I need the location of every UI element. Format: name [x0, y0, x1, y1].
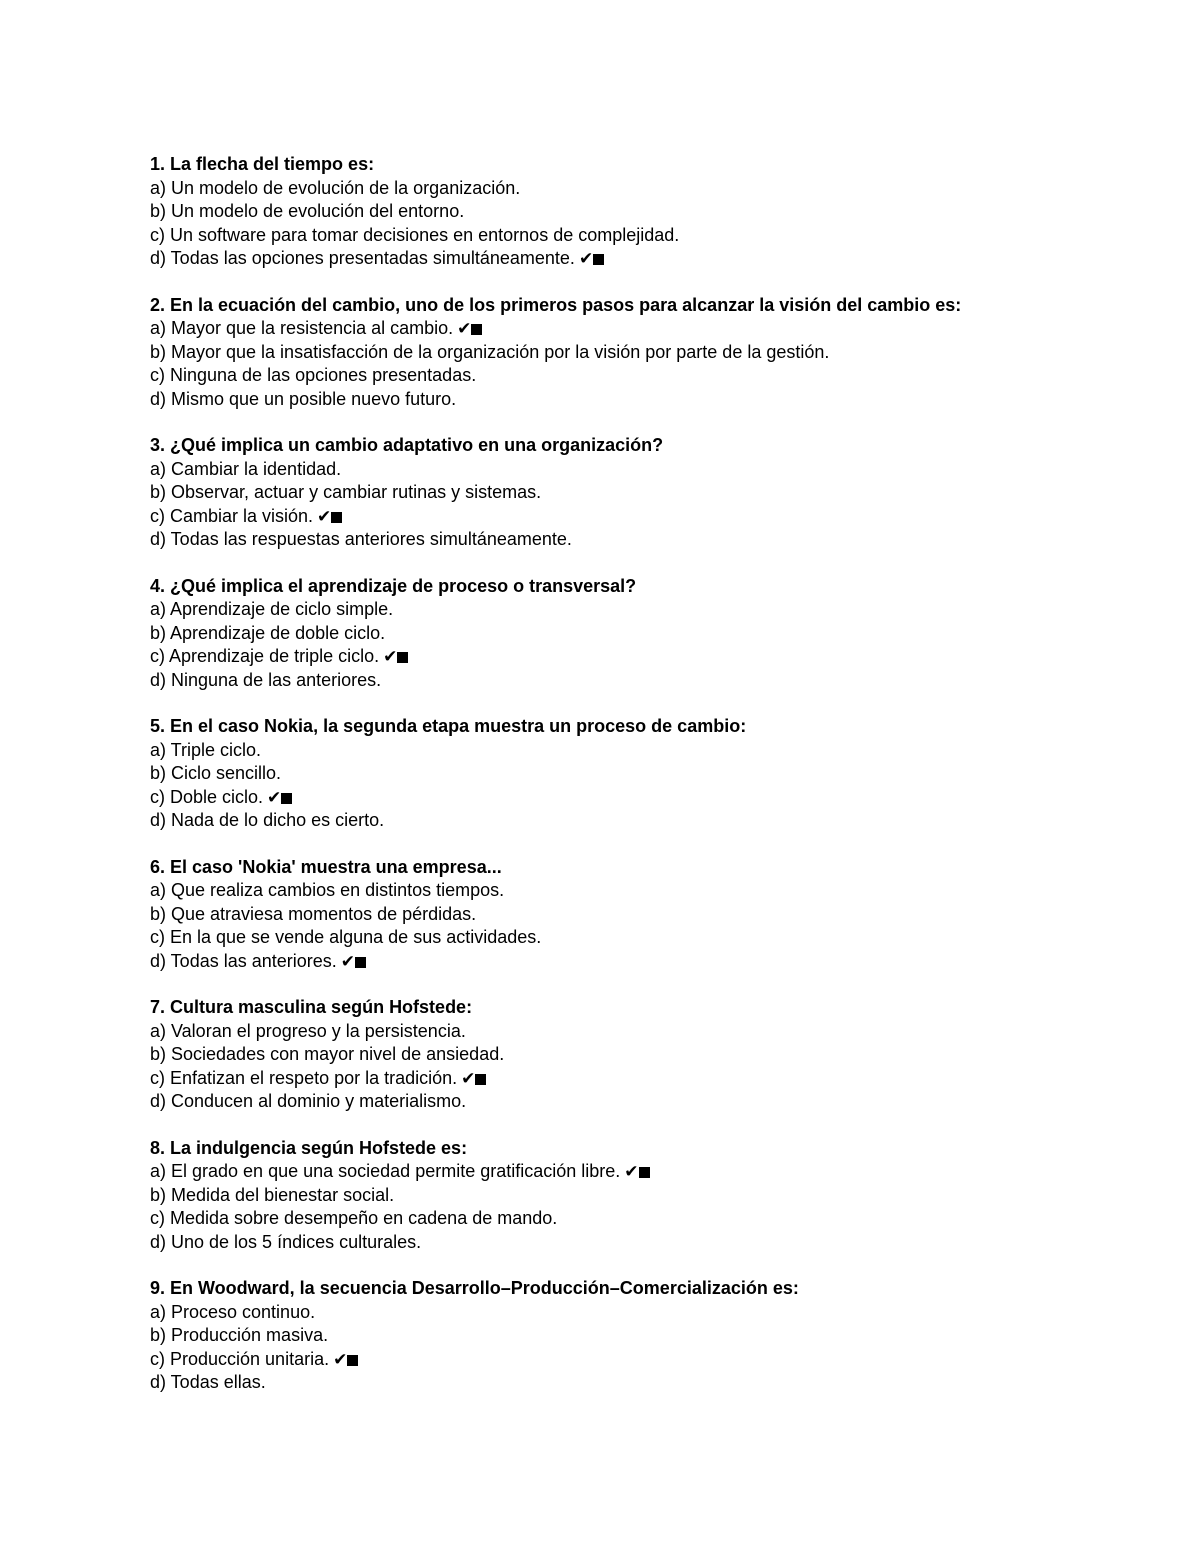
answer-option-text: a) Cambiar la identidad. [150, 458, 342, 479]
question-title: 1. La flecha del tiempo es: [150, 154, 375, 174]
answer-option-text: b) Que atraviesa momentos de pérdidas. [150, 903, 477, 924]
answer-option [150, 505, 1130, 529]
answer-option-text: c) Medida sobre desempeño en cadena de mando. [150, 1208, 558, 1228]
answer-option [150, 1324, 1130, 1348]
correct-answer-square-icon [397, 652, 408, 663]
answer-option [150, 200, 1130, 224]
answer-option-text: b) Un modelo de evolución del entorno. [150, 201, 465, 221]
correct-answer-check-icon: ✔ [341, 950, 366, 974]
answer-option-text: d) Uno de los 5 índices culturales. [150, 1231, 422, 1252]
answer-option [150, 388, 1130, 412]
answer-option [150, 1020, 1130, 1044]
answer-option [150, 1160, 1130, 1184]
question-title: 3. ¿Qué implica un cambio adaptativo en una organización? [150, 435, 664, 455]
answer-option [150, 1348, 1130, 1372]
answer-option-text: a) Que realiza cambios en distintos tiempos. [150, 880, 505, 900]
answer-option-text: a) Proceso continuo. [150, 1301, 316, 1322]
correct-answer-check-icon: ✔ [624, 1160, 649, 1184]
answer-option-text: d) Todas las opciones presentadas simultáneamente. [150, 248, 575, 268]
answer-option [150, 739, 1130, 763]
answer-option [150, 247, 1130, 271]
answer-option-text: c) En la que se vende alguna de sus actividades. [150, 927, 542, 947]
answer-option [150, 481, 1130, 505]
correct-answer-square-icon [471, 324, 482, 335]
answer-option [150, 762, 1130, 786]
correct-answer-check-icon: ✔ [457, 317, 482, 341]
answer-option-text: b) Medida del bienestar social. [150, 1184, 395, 1205]
answer-option-text: d) Ninguna de las anteriores. [150, 669, 382, 690]
correct-answer-square-icon [639, 1167, 650, 1178]
answer-option [150, 1371, 1130, 1395]
answer-option-text: b) Aprendizaje de doble ciclo. [150, 622, 386, 643]
question-block [150, 434, 1130, 552]
question-title: 5. En el caso Nokia, la segunda etapa muestra un proceso de cambio: [150, 716, 747, 736]
answer-option [150, 1067, 1130, 1091]
question-block [150, 856, 1130, 974]
question-block [150, 153, 1130, 271]
answer-option-text: c) Producción unitaria. [150, 1348, 330, 1369]
answer-option [150, 341, 1130, 365]
answer-option-text: b) Producción masiva. [150, 1325, 329, 1345]
correct-answer-square-icon [593, 254, 604, 265]
question-block [150, 1277, 1130, 1395]
correct-answer-square-icon [281, 793, 292, 804]
answer-option [150, 1231, 1130, 1255]
answer-option-text: a) Valoran el progreso y la persistencia. [150, 1020, 466, 1041]
answer-option-text: a) Aprendizaje de ciclo simple. [150, 599, 394, 619]
question-block [150, 1137, 1130, 1255]
quiz-document [150, 153, 1130, 1418]
question-title: 9. En Woodward, la secuencia Desarrollo–Producción–Comercialización es: [150, 1278, 799, 1298]
question-title: 6. El caso 'Nokia' muestra una empresa... [150, 856, 502, 877]
answer-option-text: c) Enfatizan el respeto por la tradición. [150, 1067, 458, 1088]
answer-option [150, 1043, 1130, 1067]
correct-answer-square-icon [347, 1355, 358, 1366]
answer-option-text: b) Ciclo sencillo. [150, 763, 282, 783]
answer-option [150, 224, 1130, 248]
answer-option-text: a) El grado en que una sociedad permite gratificación libre. [150, 1161, 621, 1181]
answer-option [150, 903, 1130, 927]
answer-option [150, 879, 1130, 903]
answer-option [150, 809, 1130, 833]
answer-option-text: a) Triple ciclo. [150, 739, 262, 760]
correct-answer-check-icon: ✔ [461, 1067, 486, 1091]
answer-option [150, 598, 1130, 622]
answer-option-text: b) Observar, actuar y cambiar rutinas y sistemas. [150, 482, 542, 502]
answer-option [150, 786, 1130, 810]
answer-option-text: a) Un modelo de evolución de la organización. [150, 177, 521, 198]
answer-option-text: d) Conducen al dominio y materialismo. [150, 1091, 467, 1111]
question-title: 8. La indulgencia según Hofstede es: [150, 1137, 468, 1158]
correct-answer-square-icon [355, 957, 366, 968]
answer-option [150, 1301, 1130, 1325]
question-block [150, 575, 1130, 693]
correct-answer-square-icon [331, 512, 342, 523]
correct-answer-check-icon: ✔ [333, 1348, 358, 1372]
answer-option [150, 528, 1130, 552]
answer-option [150, 317, 1130, 341]
answer-option [150, 926, 1130, 950]
correct-answer-square-icon [475, 1074, 486, 1085]
question-title: 7. Cultura masculina según Hofstede: [150, 997, 473, 1017]
answer-option [150, 458, 1130, 482]
answer-option [150, 645, 1130, 669]
answer-option [150, 177, 1130, 201]
correct-answer-check-icon: ✔ [317, 505, 342, 529]
answer-option-text: c) Aprendizaje de triple ciclo. [150, 646, 380, 666]
answer-option-text: d) Todas las respuestas anteriores simultáneamente. [150, 529, 572, 549]
correct-answer-check-icon: ✔ [267, 786, 292, 810]
answer-option [150, 1184, 1130, 1208]
answer-option-text: b) Sociedades con mayor nivel de ansiedad. [150, 1044, 505, 1064]
answer-option-text: d) Todas ellas. [150, 1372, 266, 1392]
answer-option-text: c) Ninguna de las opciones presentadas. [150, 365, 477, 385]
question-block [150, 715, 1130, 833]
answer-option-text: b) Mayor que la insatisfacción de la organización por la visión por parte de la gestión. [150, 341, 830, 362]
answer-option [150, 364, 1130, 388]
answer-option [150, 1207, 1130, 1231]
answer-option-text: d) Todas las anteriores. [150, 950, 337, 971]
correct-answer-check-icon: ✔ [383, 645, 408, 669]
question-title: 2. En la ecuación del cambio, uno de los primeros pasos para alcanzar la visión del cambio es: [150, 294, 962, 315]
answer-option-text: c) Doble ciclo. [150, 786, 264, 807]
question-block [150, 294, 1130, 412]
answer-option [150, 622, 1130, 646]
answer-option-text: a) Mayor que la resistencia al cambio. [150, 318, 454, 338]
answer-option [150, 950, 1130, 974]
answer-option [150, 669, 1130, 693]
question-block [150, 996, 1130, 1114]
correct-answer-check-icon: ✔ [579, 247, 604, 271]
answer-option-text: d) Mismo que un posible nuevo futuro. [150, 388, 457, 409]
answer-option [150, 1090, 1130, 1114]
answer-option-text: c) Cambiar la visión. [150, 505, 314, 526]
answer-option-text: d) Nada de lo dicho es cierto. [150, 810, 385, 830]
answer-option-text: c) Un software para tomar decisiones en entornos de complejidad. [150, 224, 680, 245]
question-title: 4. ¿Qué implica el aprendizaje de proceso o transversal? [150, 575, 637, 596]
